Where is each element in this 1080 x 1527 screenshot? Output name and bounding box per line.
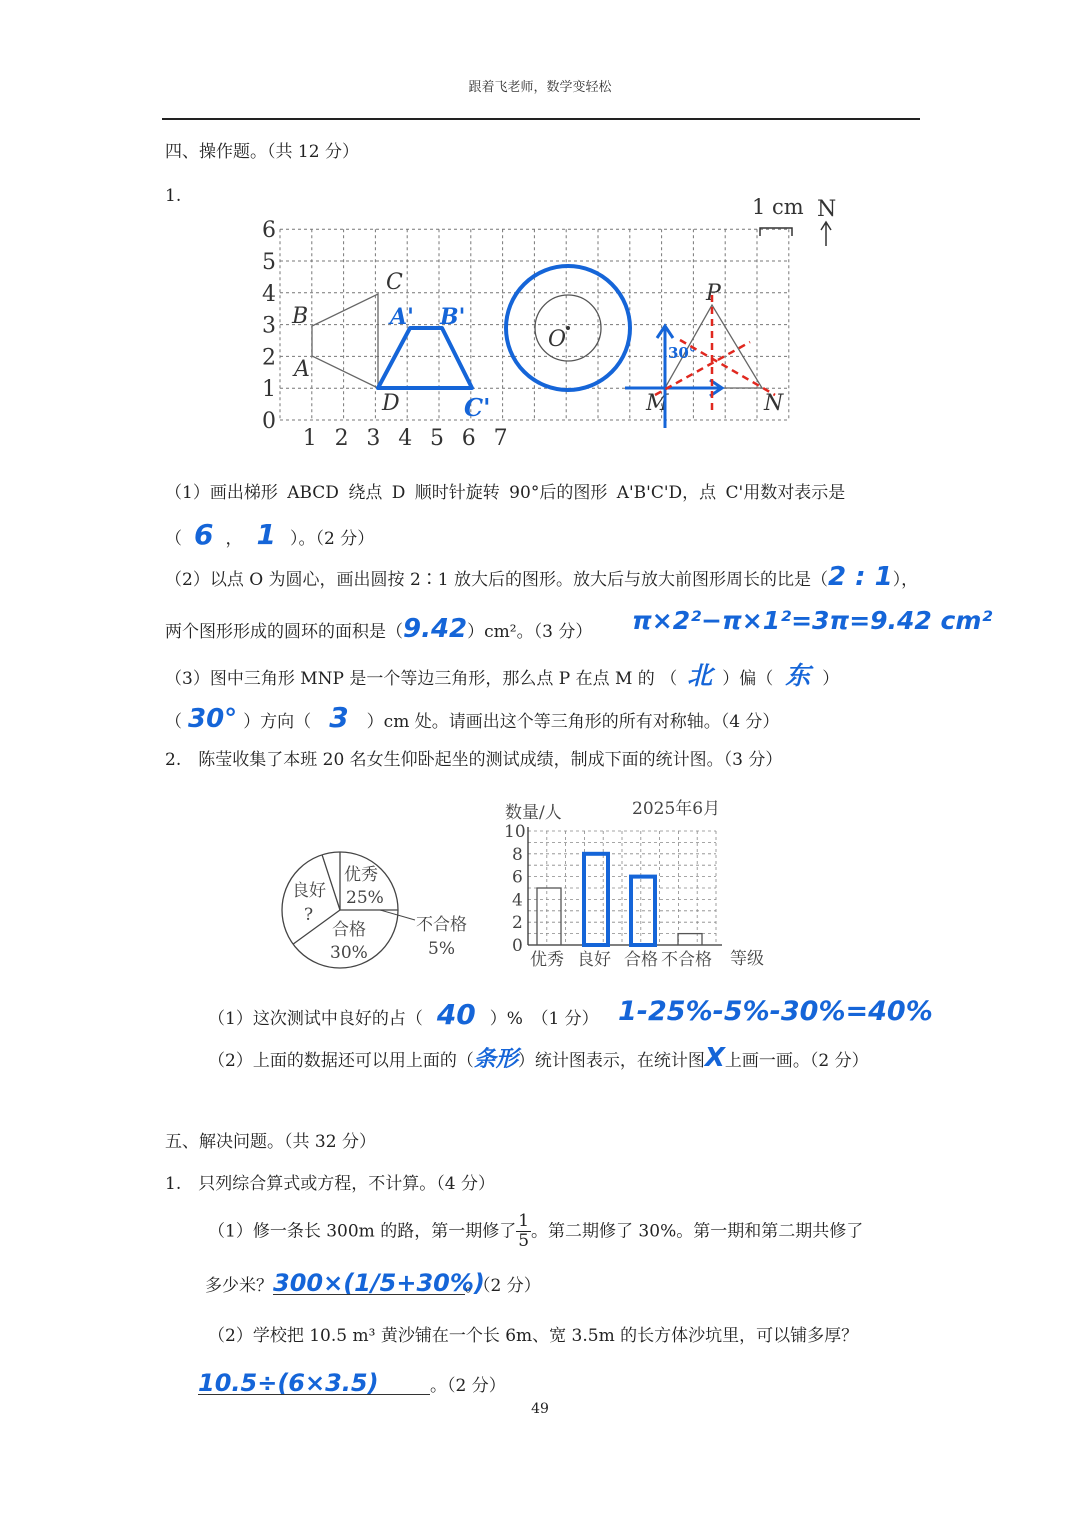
- label-B: B: [292, 304, 309, 329]
- label-C-prime: C': [464, 393, 491, 422]
- bar-x-tick: 不合格: [661, 950, 712, 970]
- pie-excellent-value: 25%: [346, 888, 384, 908]
- q1-1-line2: （ 6 ， 1 ）。（2 分）: [165, 518, 375, 551]
- scale-label: 1 cm: [752, 195, 804, 219]
- cross-mark: X: [704, 1043, 725, 1073]
- grid-x-tick: 6: [461, 426, 476, 451]
- answer-cx: 6: [194, 518, 214, 551]
- bar-3: [678, 934, 702, 945]
- problem-1-text: 1. 只列综合算式或方程，不计算。（4 分）: [165, 1174, 495, 1194]
- answer-dir1: 北: [687, 661, 713, 690]
- fraction-one-fifth: $\frac{1}{5}$: [518, 1211, 530, 1251]
- grid-x-tick: 4: [398, 426, 413, 451]
- bar-y-tick: 4: [512, 890, 523, 911]
- grid-x-ticks: [303, 426, 508, 451]
- grid-x-tick: 7: [493, 426, 508, 451]
- bar-0: [537, 888, 561, 945]
- scale-bracket: [760, 228, 792, 236]
- q2-2-line: （2）上面的数据还可以用上面的（条形）统计图表示，在统计图X上画一画。（2 分）: [208, 1043, 869, 1073]
- bar-y-tick: 2: [512, 913, 523, 934]
- answer-area: 9.42: [403, 614, 468, 644]
- bar-x-tick: 良好: [577, 950, 611, 970]
- answer-angle: 30°: [188, 704, 238, 734]
- label-N: N: [764, 391, 784, 416]
- question-1-number: 1.: [165, 186, 182, 206]
- grid-y-tick: 4: [262, 281, 276, 307]
- answer-expression-2: 10.5÷(6×3.5): [198, 1372, 430, 1395]
- answer-expression-1: 300×(1/5+30%): [273, 1269, 485, 1297]
- p1-2-line2: 10.5÷(6×3.5) 。（2 分）: [198, 1369, 506, 1397]
- label-A-prime: A': [390, 304, 414, 330]
- angle-label: 30°: [668, 344, 697, 362]
- grid-y-tick: 2: [262, 345, 276, 371]
- q1-2-line1: （2）以点 O 为圆心，画出圆按 2∶1 放大后的图形。放大后与放大前图形周长的比是（2 : 1），: [165, 562, 919, 592]
- header-rule: [162, 118, 920, 120]
- center-O-dot: [566, 326, 570, 330]
- answer-good-percent: 40: [436, 998, 476, 1031]
- p1-1-line2: 多少米？300×(1/5+30%)。（2 分）: [205, 1269, 541, 1297]
- grid-figure: [250, 190, 850, 460]
- grid-x-tick: 3: [366, 426, 381, 451]
- label-A: A: [294, 357, 310, 382]
- direction-axes: [625, 326, 722, 428]
- page-number: 49: [531, 1401, 549, 1417]
- answer-dir2: 东: [785, 661, 811, 690]
- pie-fail-label: 不合格: [416, 915, 467, 935]
- bar-y-tick: 6: [512, 867, 523, 888]
- grid-y-ticks: [262, 218, 276, 434]
- trapezoid-abcd: [312, 294, 378, 388]
- bar-y-tick: 8: [512, 844, 523, 865]
- q2-1-line: （1）这次测试中良好的占（ 40 ）% （1 分）: [208, 998, 599, 1031]
- answer-cy: 1: [256, 518, 276, 551]
- bar-chart-x-ticks: [530, 950, 712, 970]
- q1-2-line2: 两个图形形成的圆环的面积是（9.42）cm²。（3 分）: [165, 614, 593, 644]
- grid-y-tick: 0: [262, 409, 276, 434]
- rotated-trapezoid: [378, 328, 472, 388]
- bar-chart-y-ticks: [504, 822, 526, 956]
- question-2-text: 2. 陈莹收集了本班 20 名女生仰卧起坐的测试成绩，制成下面的统计图。（3 分）: [165, 750, 783, 770]
- grid-y-tick: 6: [262, 218, 276, 244]
- q1-1-line1: （1）画出梯形 ABCD 绕点 D 顺时针旋转 90°后的图形 A'B'C'D，点 C'用数对表示是: [165, 483, 846, 503]
- bar-y-tick: 10: [504, 822, 526, 842]
- grid-y-tick: 5: [262, 250, 276, 275]
- pie-pass-value: 30%: [330, 943, 368, 963]
- bar-x-tick: 合格: [624, 950, 658, 970]
- grid-x-tick: 5: [430, 426, 444, 451]
- area-working: π×2²−π×1²=3π=9.42 cm²: [632, 606, 993, 635]
- p1-1-line1: （1）修一条长 300m 的路，第一期修了 $\frac{1}{5}$ 。第二期修了 30%。第一期和第二期共修了: [208, 1211, 864, 1251]
- bar-x-tick: 优秀: [530, 950, 564, 970]
- pie-pass-label: 合格: [332, 920, 366, 940]
- label-P: P: [706, 281, 721, 306]
- p1-2-line1: （2）学校把 10.5 m³ 黄沙铺在一个长 6m、宽 3.5m 的长方体沙坑里，可以铺多厚？: [208, 1326, 859, 1346]
- bar-y-tick: 0: [512, 936, 523, 956]
- bar-chart-title: 2025年6月: [632, 799, 721, 819]
- label-D: D: [382, 391, 400, 416]
- page-header: 跟着飞老师，数学变轻松: [468, 80, 612, 95]
- answer-chart-type: 条形: [473, 1047, 518, 1072]
- bar-chart: [500, 790, 790, 980]
- pie-fail-value: 5%: [428, 939, 455, 959]
- label-B-prime: B': [440, 304, 466, 330]
- pie-excellent-label: 优秀: [344, 865, 378, 885]
- label-C: C: [386, 270, 403, 295]
- q1-3-line2: （ 30° ）方向（ 3 ）cm 处。请画出这个等三角形的所有对称轴。（4 分）: [165, 701, 780, 734]
- grid-x-tick: 1: [302, 426, 317, 451]
- section-4-title: 四、操作题。（共 12 分）: [165, 142, 359, 162]
- grid-x-tick: 2: [334, 426, 349, 451]
- answer-distance: 3: [329, 701, 349, 734]
- pie-good-label: 良好: [292, 881, 326, 901]
- grid-y-tick: 1: [262, 377, 276, 403]
- bar-chart-ylabel: 数量/人: [505, 803, 562, 823]
- north-label: N: [817, 197, 837, 222]
- section-5-title: 五、解决问题。（共 32 分）: [165, 1132, 376, 1152]
- grid-y-tick: 3: [262, 313, 276, 339]
- bar-chart-grid: [528, 827, 722, 945]
- pie-good-value: ?: [304, 905, 314, 925]
- pie-chart: [270, 840, 500, 980]
- answer-ratio: 2 : 1: [828, 562, 893, 592]
- north-arrow-icon: [821, 222, 831, 246]
- q1-3-line1: （3）图中三角形 MNP 是一个等边三角形，那么点 P 在点 M 的 （ 北 ）偏（ 东 ）: [165, 661, 840, 690]
- percent-working: 1-25%-5%-30%=40%: [618, 996, 933, 1027]
- label-M: M: [646, 391, 669, 416]
- bar-chart-xlabel: 等级: [730, 949, 764, 969]
- label-O: O: [548, 327, 567, 352]
